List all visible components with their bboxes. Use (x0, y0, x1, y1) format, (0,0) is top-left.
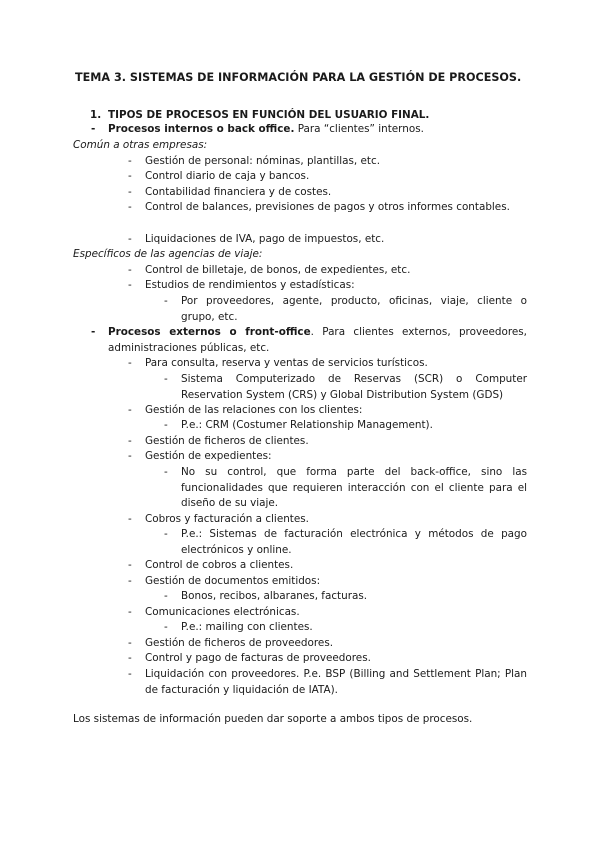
sub-list-item: Bonos, recibos, albaranes, facturas. (181, 590, 368, 602)
dash-bullet: - (164, 419, 168, 431)
dash-bullet: - (128, 264, 132, 276)
dash-bullet: - (128, 404, 132, 416)
dash-bullet: - (91, 326, 96, 338)
list-item: Liquidaciones de IVA, pago de impuestos, etc. (145, 233, 385, 245)
list-item: Control y pago de facturas de proveedores. (145, 652, 371, 664)
sub-list-item: P.e.: CRM (Costumer Relationship Management). (181, 419, 433, 431)
dash-bullet: - (128, 637, 132, 649)
sub-list-item: P.e.: mailing con clientes. (181, 621, 313, 633)
dash-bullet: - (128, 435, 132, 447)
dash-bullet: - (164, 528, 168, 540)
dash-bullet: - (128, 155, 132, 167)
sub-list-item: Sistema Computerizado de Reservas (SCR) o Computer Reservation System (CRS) y Global Distribution System (GDS) (181, 373, 527, 401)
dash-bullet: - (164, 295, 168, 307)
dash-bullet: - (91, 123, 96, 135)
backoffice-rest: Para “clientes” internos. (294, 123, 424, 135)
dash-bullet: - (128, 357, 132, 369)
comun-heading: Común a otras empresas: (73, 139, 208, 151)
dash-bullet: - (128, 201, 132, 213)
page-title: TEMA 3. SISTEMAS DE INFORMACIÓN PARA LA GESTIÓN DE PROCESOS. (75, 71, 522, 84)
list-item: Gestión de ficheros de proveedores. (145, 637, 334, 649)
dash-bullet: - (164, 466, 168, 478)
dash-bullet: - (128, 513, 132, 525)
list-item: Gestión de las relaciones con los clientes: (145, 404, 363, 416)
dash-bullet: - (128, 575, 132, 587)
list-item: Control de billetaje, de bonos, de expedientes, etc. (145, 264, 411, 276)
sub-list-item: Por proveedores, agente, producto, oficinas, viaje, cliente o grupo, etc. (181, 295, 527, 323)
list-item: Cobros y facturación a clientes. (145, 513, 309, 525)
sub-list-item: No su control, que forma parte del back-office, sino las funcionalidades que requieren interacción con el cliente para el diseño de su viaje. (181, 466, 527, 510)
list-item: Gestión de personal: nóminas, plantillas, etc. (145, 155, 380, 167)
dash-bullet: - (128, 652, 132, 664)
dash-bullet: - (164, 590, 168, 602)
list-item: Contabilidad financiera y de costes. (145, 186, 332, 198)
list-item: Control de cobros a clientes. (145, 559, 294, 571)
backoffice-bold: Procesos internos o back office. (108, 123, 295, 135)
backoffice-heading (108, 122, 424, 138)
list-item: Gestión de documentos emitidos: (145, 575, 321, 587)
list-item: Gestión de ficheros de clientes. (145, 435, 309, 447)
dash-bullet: - (128, 450, 132, 462)
dash-bullet: - (128, 279, 132, 291)
frontoffice-heading (108, 325, 527, 356)
dash-bullet: - (164, 373, 168, 385)
dash-bullet: - (164, 621, 168, 633)
list-item: Control diario de caja y bancos. (145, 170, 310, 182)
dash-bullet: - (128, 170, 132, 182)
dash-bullet: - (128, 606, 132, 618)
sub-list-item: P.e.: Sistemas de facturación electrónica y métodos de pago electrónicos y online. (181, 528, 527, 556)
section-label: TIPOS DE PROCESOS EN FUNCIÓN DEL USUARIO FINAL. (108, 109, 430, 121)
dash-bullet: - (128, 668, 132, 680)
list-item: Control de balances, previsiones de pagos y otros informes contables. (145, 201, 510, 213)
dash-bullet: - (128, 233, 132, 245)
list-item: Gestión de expedientes: (145, 450, 272, 462)
dash-bullet: - (128, 186, 132, 198)
list-item: Liquidación con proveedores. P.e. BSP (Billing and Settlement Plan; Plan de facturación y liquidación de IATA). (145, 668, 527, 696)
frontoffice-rest: . Para clientes externos, proveedores, administraciones públicas, etc. (108, 326, 527, 354)
section-number: 1. (90, 109, 102, 121)
especificos-heading: Específicos de las agencias de viaje: (73, 248, 263, 260)
list-item: Para consulta, reserva y ventas de servicios turísticos. (145, 357, 428, 369)
list-item: Comunicaciones electrónicas. (145, 606, 300, 618)
section-heading (90, 109, 429, 121)
frontoffice-bold: Procesos externos o front-office (108, 326, 311, 338)
closing-paragraph: Los sistemas de información pueden dar soporte a ambos tipos de procesos. (73, 713, 473, 725)
list-item: Estudios de rendimientos y estadísticas: (145, 279, 355, 291)
dash-bullet: - (128, 559, 132, 571)
